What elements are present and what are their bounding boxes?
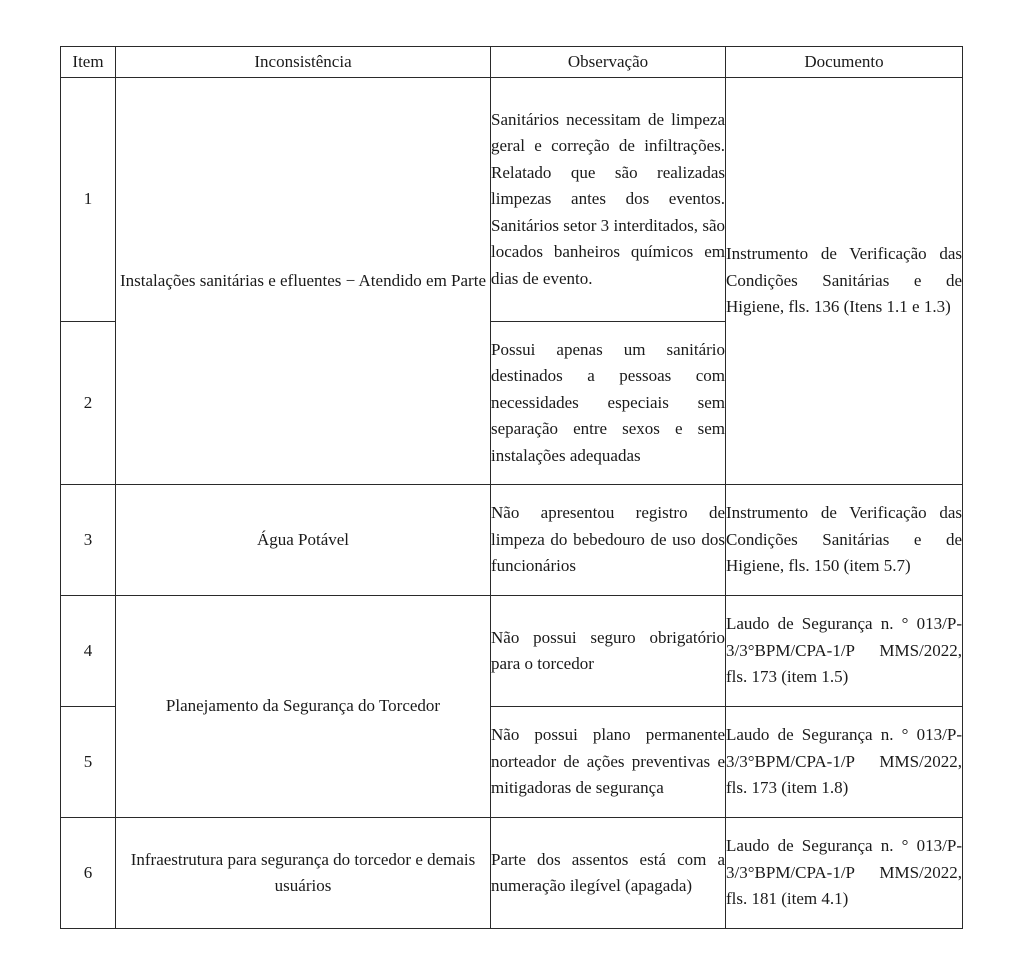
inconsistency-cell bbox=[116, 596, 491, 818]
observation-text: Parte dos assentos está com a numeração ilegível (apagada) bbox=[491, 849, 725, 895]
document-cell bbox=[726, 485, 963, 596]
document-text: Instrumento de Verificação das Condições Sanitárias e de Higiene, fls. 136 (Itens 1.1 e 1.3) bbox=[726, 244, 962, 317]
observation-cell bbox=[491, 78, 726, 322]
observation-text: Não apresentou registro de limpeza do bebedouro de uso dos funcionários bbox=[491, 503, 725, 576]
observation-text: Não possui plano permanente norteador de ações preventivas e mitigadoras de segurança bbox=[491, 725, 725, 798]
document-text: Laudo de Segurança n. ° 013/P-3/3°BPM/CPA-1/P MMS/2022, fls. 181 (item 4.1) bbox=[726, 836, 962, 909]
inconsistency-text: Planejamento da Segurança do Torcedor bbox=[165, 696, 441, 716]
observation-cell bbox=[491, 818, 726, 929]
document-cell bbox=[726, 596, 963, 707]
item-number: 2 bbox=[61, 322, 116, 485]
header-observacao: Observação bbox=[491, 47, 726, 78]
observation-cell bbox=[491, 322, 726, 485]
item-number: 4 bbox=[61, 596, 116, 707]
inconsistency-cell bbox=[116, 78, 491, 485]
observation-cell bbox=[491, 596, 726, 707]
observation-text: Sanitários necessitam de limpeza geral e correção de infiltrações. Relatado que são realizadas limpezas antes dos eventos. Sanitários setor 3 interditados, são locados banheiros químicos em dias de evento. bbox=[491, 109, 725, 288]
table-row bbox=[61, 596, 963, 707]
table-row bbox=[61, 78, 963, 322]
item-number: 6 bbox=[61, 818, 116, 929]
inconsistency-text: Água Potável bbox=[256, 529, 350, 549]
document-text: Laudo de Segurança n. ° 013/P-3/3°BPM/CPA-1/P MMS/2022, fls. 173 (item 1.8) bbox=[726, 725, 962, 798]
inconsistency-cell bbox=[116, 818, 491, 929]
observation-cell bbox=[491, 707, 726, 818]
inconsistency-cell bbox=[116, 485, 491, 596]
header-row bbox=[61, 47, 963, 78]
inconsistency-table bbox=[60, 46, 963, 929]
document-cell bbox=[726, 818, 963, 929]
observation-cell bbox=[491, 485, 726, 596]
document-cell bbox=[726, 707, 963, 818]
header-inconsistencia: Inconsistência bbox=[116, 47, 491, 78]
item-number: 5 bbox=[61, 707, 116, 818]
item-number: 1 bbox=[61, 78, 116, 322]
item-number: 3 bbox=[61, 485, 116, 596]
document-cell bbox=[726, 78, 963, 485]
observation-text: Possui apenas um sanitário destinados a pessoas com necessidades especiais sem separação entre sexos e sem instalações adequadas bbox=[491, 339, 725, 465]
header-item: Item bbox=[61, 47, 116, 78]
observation-text: Não possui seguro obrigatório para o torcedor bbox=[491, 627, 725, 673]
table-row bbox=[61, 485, 963, 596]
inconsistency-text: Instalações sanitárias e efluentes − Atendido em Parte bbox=[120, 270, 486, 290]
document-text: Laudo de Segurança n. ° 013/P-3/3°BPM/CPA-1/P MMS/2022, fls. 173 (item 1.5) bbox=[726, 614, 962, 687]
header-documento: Documento bbox=[726, 47, 963, 78]
table-row bbox=[61, 818, 963, 929]
document-text: Instrumento de Verificação das Condições Sanitárias e de Higiene, fls. 150 (item 5.7) bbox=[726, 503, 962, 576]
inconsistency-text: Infraestrutura para segurança do torcedor e demais usuários bbox=[130, 849, 476, 895]
